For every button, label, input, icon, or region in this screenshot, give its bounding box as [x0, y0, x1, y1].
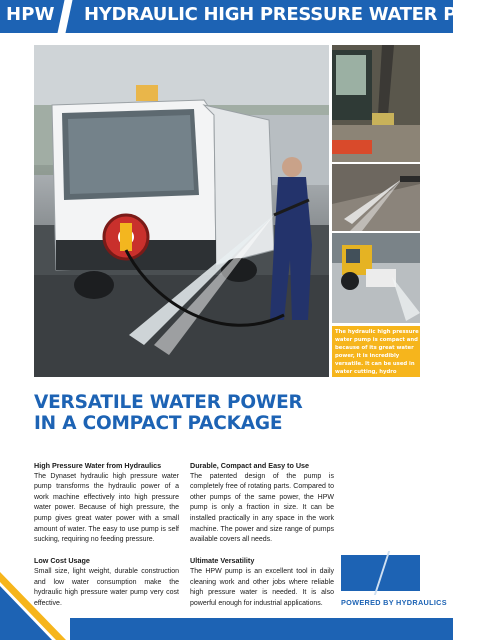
banner-divider — [57, 0, 72, 33]
photo-caption: The hydraulic high pressure water pump is compact and because of its great water power, it is incredibly versatile. It can be used in water cutting, hydro scaling, street cleaning, and numerous other purposes. — [335, 329, 419, 399]
excavator-illustration — [332, 45, 420, 162]
section-heading: Low Cost Usage — [34, 556, 90, 566]
hydro-scaling-illustration — [332, 164, 420, 231]
tagline: POWERED BY HYDRAULICS — [341, 598, 447, 607]
headline-line-2: IN A COMPACT PACKAGE — [34, 413, 283, 434]
section-body: Small size, light weight, durable construction and low water consumption make the hydraulic high pressure water pump very cost effective. — [34, 567, 179, 607]
section-body: The HPW pump is an excellent tool in daily cleaning work and other jobs where reliable high pressure water is needed. It is also powerful enough for industrial applications. — [190, 567, 334, 607]
section-heading: Durable, Compact and Easy to Use — [190, 461, 310, 470]
wheel-loader-illustration — [332, 233, 420, 323]
photo-caption-box — [332, 326, 420, 399]
title-banner — [0, 0, 501, 33]
hydro-scaling-photo — [332, 164, 420, 231]
headline — [34, 392, 303, 434]
section-heading: Ultimate Versatility — [190, 556, 255, 566]
excavator-water-cutting-photo — [332, 45, 420, 162]
headline-line-1: VERSATILE WATER POWER — [34, 392, 303, 413]
section-heading: High Pressure Water from Hydraulics — [34, 461, 162, 470]
wheel-loader-cleaning-photo — [332, 233, 420, 323]
footer-stripes — [0, 560, 453, 640]
section-body: The patented design of the pump is completely free of rotating parts. Compared to other pumps of the same power, the HPW pump is only a fraction in size. It can be installed practically in any space in the work machine. The power and size range of pumps available covers all needs. — [190, 472, 334, 544]
section-body: The Dynaset hydraulic high pressure water pump transforms the hydraulic power of a work machine effectively into high pressure water power. Because of high pressure, the pump gives great water power with a small amount of water. The easy to use pump is self sucking, requiring no feeding pressure. — [34, 472, 179, 544]
product-code: HPW — [6, 4, 55, 25]
page-title: HYDRAULIC HIGH PRESSURE WATER PUMP — [84, 4, 501, 25]
street-cleaning-truck-photo — [34, 45, 329, 377]
truck-illustration — [34, 45, 329, 377]
